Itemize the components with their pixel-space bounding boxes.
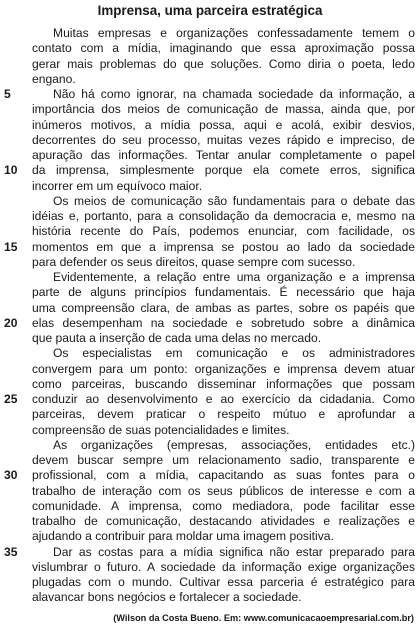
line-number: 20 [4,315,18,330]
text-line [0,209,420,224]
line-text: para defender os seus direitos, quase sempre com sucesso. [32,254,356,269]
text-line [0,453,420,468]
line-text: idéias e, portanto, para a consolidação da democracia e, mesmo na [32,209,415,223]
line-text: Os meios de comunicação são fundamentais para o debate das [53,193,415,208]
text-line [0,423,420,438]
text-line [0,560,420,575]
line-text: como parceiras, buscando disseminar informações que possam [32,376,415,391]
line-text: Dar as costas para a mídia significa não estar preparado para [53,544,415,559]
line-text: trabalho de comunicação, destacando atividades e realizações e [32,514,415,528]
line-text: elas desempenham na sociedade e sobretudo sobre a dinâmica [32,315,415,330]
text-line [0,484,420,499]
line-text: parceiras, devem praticar o respeito mútuo e aprofundar a [32,407,415,422]
line-text: história recente do País, podemos enunciar, com facilidade, os [32,224,415,239]
text-line [0,392,420,407]
line-number: 10 [4,163,18,178]
line-text: parte de alguns princípios fundamentais. É necessário que haja [32,285,415,300]
line-text: uma compreensão clara, de ambas as partes, sobre os papéis que [32,300,415,315]
line-text: que pauta a inserção de cada uma delas no mercado. [32,331,322,345]
line-text: contato com a mídia, imaginando que essa aproximação possa [32,41,415,56]
line-text: vislumbrar o futuro. A sociedade da informação exige organizações [32,559,415,574]
text-line [0,346,420,361]
text-line [0,270,420,285]
line-text: decorrentes do seu processo, muitas vezes rápido e impreciso, de [32,132,415,147]
text-line [0,529,420,544]
line-text: As organizações (empresas, associações, entidades etc.) [53,437,415,452]
line-text: engano. [32,71,76,86]
text-line [0,362,420,377]
line-text: plugadas com o mundo. Cultivar essa parceria é estratégico para [32,575,415,589]
line-number: 25 [4,392,18,406]
line-text: comunidade. A imprensa, como mediadora, pode facilitar esse [32,498,415,513]
line-text: Os especialistas em comunicação e os administradores [53,346,415,361]
text-line [0,87,420,102]
line-text: Muitas empresas e organizações confessadamente temem o [53,26,415,40]
text-line [0,240,420,255]
text-line [0,514,420,529]
line-text: incorrer em um equívoco maior. [32,178,203,193]
document-title: Imprensa, uma parceira estratégica [97,3,323,18]
line-text: da imprensa, simplesmente porque ela comete erros, significa [32,163,415,178]
text-line [0,468,420,483]
line-text: compreensão de suas potencialidades e limites. [32,422,290,437]
text-line [0,331,420,346]
line-text: gerar mais problemas do que soluções. Como diria o poeta, ledo [32,56,415,71]
line-number: 15 [4,239,18,254]
text-line [0,545,420,560]
line-number: 30 [4,468,18,483]
line-text: Evidentemente, a relação entre uma organização e a imprensa [53,270,415,284]
text-line [0,438,420,453]
line-text: momentos em que a imprensa se postou ao lado da sociedade [32,239,415,254]
text-line [0,575,420,590]
text-line [0,316,420,331]
text-line [0,133,420,148]
line-text: apuração das informações. Tentar anular completamente o papel [32,148,415,162]
text-line [0,194,420,209]
text-line [0,102,420,117]
line-number: 5 [4,87,11,101]
line-text: convergem para um ponto: organizações e imprensa devem atuar [32,361,415,376]
line-text: inúmeros motivos, a mídia possa, aqui e acolá, exibir desvios, [32,117,415,132]
text-line [0,224,420,239]
text-line [0,407,420,422]
line-text: conduzir ao desenvolvimento e ao exercício da cidadania. Como [32,392,415,406]
line-text: alavancar bons negócios e fortalecer a sociedade. [32,590,302,605]
text-line [0,301,420,316]
text-line [0,499,420,514]
line-text: devem buscar sempre um relacionamento sadio, transparente e [32,453,415,467]
line-text: trabalho de interação com os seus públicos de interesse e com a [32,483,415,498]
line-text: profissional, com a mídia, capacitando as suas fontes para o [32,468,415,483]
text-line [0,590,420,605]
text-line [0,377,420,392]
text-line [0,179,420,194]
text-line [0,26,420,41]
text-line [0,57,420,72]
line-number: 35 [4,544,18,559]
line-text: ajudando a contribuir para moldar uma imagem positiva. [32,529,334,544]
text-line [0,163,420,178]
line-text: importância dos meios de comunicação de massa, ainda que, por [32,102,415,117]
text-line [0,255,420,270]
text-line [0,148,420,163]
source-citation: (Wilson da Costa Bueno. Em: www.comunicacaoempresarial.com.br) [113,613,414,623]
text-line [0,72,420,87]
line-text: Não há como ignorar, na chamada sociedade da informação, a [53,87,415,101]
article-body [0,26,420,606]
text-line [0,285,420,300]
text-line [0,41,420,56]
text-line [0,118,420,133]
